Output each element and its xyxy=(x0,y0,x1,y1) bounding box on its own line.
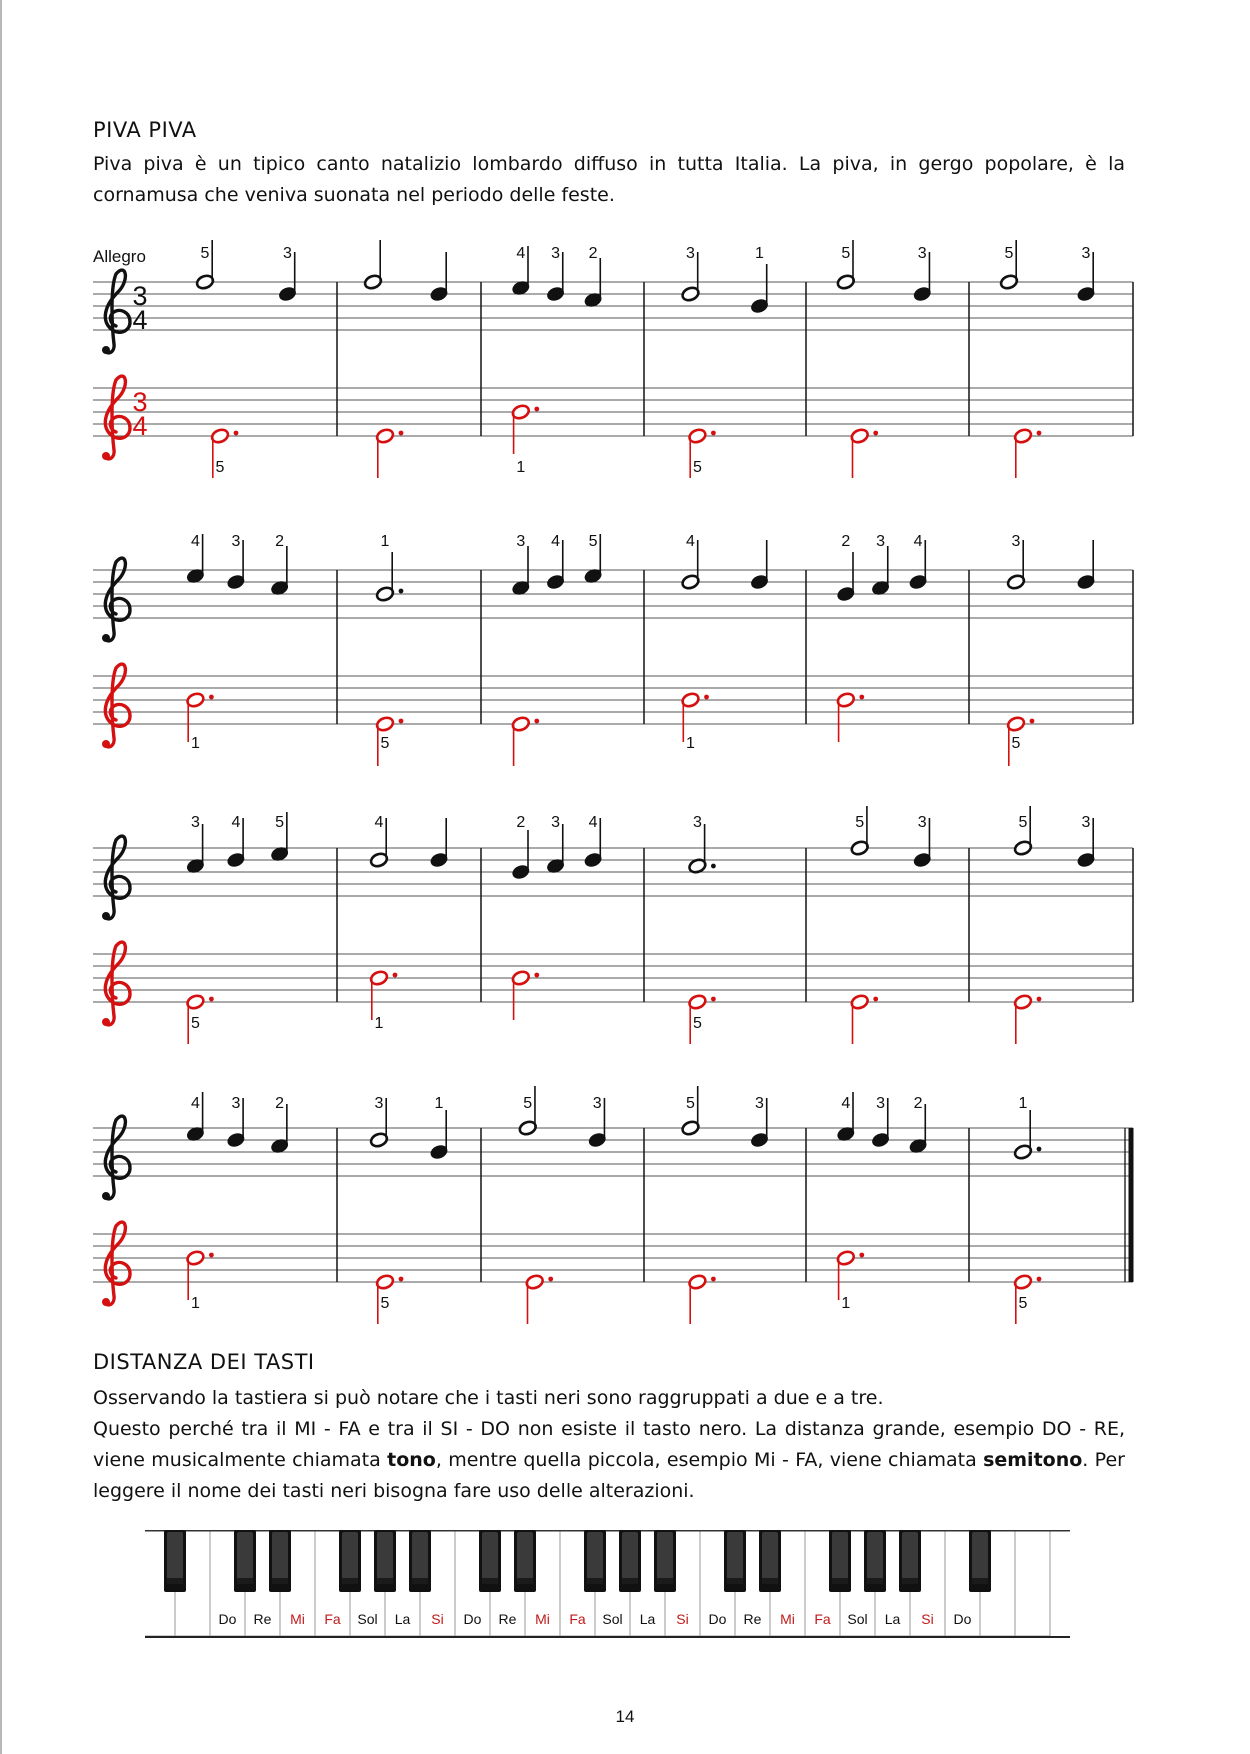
measure-1-6 xyxy=(999,240,1096,478)
lh-note-dot xyxy=(548,1277,553,1282)
key-label: Fa xyxy=(814,1611,831,1627)
rh-note xyxy=(511,830,531,880)
rh-note-dot xyxy=(711,864,716,869)
black-key xyxy=(969,1530,991,1592)
rh-finger-number: 5 xyxy=(588,533,598,550)
rh-finger-number: 3 xyxy=(1081,245,1091,262)
rh-finger-number: 5 xyxy=(841,245,851,262)
black-key-shine xyxy=(902,1532,918,1584)
rh-finger-number: 1 xyxy=(1018,1095,1028,1112)
black-key-shine xyxy=(167,1532,183,1584)
lh-finger-number: 5 xyxy=(380,735,390,752)
measure-4-6 xyxy=(1013,1095,1041,1324)
lh-note-dot xyxy=(704,695,709,700)
measure-2-2 xyxy=(375,533,403,766)
treble-clef-left-hand xyxy=(102,376,130,460)
rh-finger-number: 2 xyxy=(275,1095,285,1112)
black-key xyxy=(654,1530,676,1592)
lh-note-dot xyxy=(873,997,878,1002)
rh-finger-number: 3 xyxy=(283,245,292,262)
lh-note-dot xyxy=(534,719,539,724)
rh-finger-number: 3 xyxy=(692,814,702,831)
rh-note xyxy=(429,1110,449,1160)
lh-note-dot xyxy=(1037,1277,1042,1282)
rh-finger-number: 4 xyxy=(190,1095,200,1112)
rh-note xyxy=(511,546,531,596)
black-key xyxy=(269,1530,291,1592)
lh-finger-number: 5 xyxy=(380,1295,390,1312)
black-key xyxy=(479,1530,501,1592)
key-label: Mi xyxy=(535,1611,550,1627)
rh-finger-number: 4 xyxy=(841,1095,851,1112)
rh-finger-number: 4 xyxy=(913,533,923,550)
key-label: Do xyxy=(218,1611,237,1627)
lh-finger-number: 5 xyxy=(1018,1295,1028,1312)
rh-finger-number: 3 xyxy=(516,533,526,550)
rh-finger-number: 3 xyxy=(1081,814,1091,831)
black-key-tip xyxy=(972,1578,988,1584)
black-key-tip xyxy=(377,1578,393,1584)
rh-note xyxy=(836,552,856,602)
section-title-distanza-dei-tasti: DISTANZA DEI TASTI xyxy=(93,1350,315,1374)
rh-finger-number: 3 xyxy=(551,814,561,831)
lh-note-dot xyxy=(399,431,404,436)
lh-note xyxy=(1013,428,1041,478)
lh-note-dot xyxy=(711,1277,716,1282)
key-label: Re xyxy=(498,1611,517,1627)
black-key-shine xyxy=(762,1532,778,1584)
black-key-tip xyxy=(622,1578,638,1584)
black-key xyxy=(409,1530,431,1592)
black-key-tip xyxy=(727,1578,743,1584)
lh-note xyxy=(511,716,539,766)
black-key-shine xyxy=(517,1532,533,1584)
rh-finger-number: 3 xyxy=(190,814,200,831)
measure-4-3 xyxy=(518,1086,607,1324)
black-key-shine xyxy=(377,1532,393,1584)
rh-finger-number: 3 xyxy=(374,1095,384,1112)
key-label: Fa xyxy=(324,1611,341,1627)
lh-note xyxy=(375,428,403,478)
measure-3-3 xyxy=(511,814,603,1020)
black-key-shine xyxy=(587,1532,603,1584)
measure-2-1 xyxy=(186,533,290,752)
black-key xyxy=(829,1530,851,1592)
black-key-tip xyxy=(237,1578,253,1584)
black-key-shine xyxy=(657,1532,673,1584)
time-signature-rh-denominator: 4 xyxy=(132,305,148,335)
black-key-tip xyxy=(657,1578,673,1584)
lh-note xyxy=(836,692,864,742)
black-key xyxy=(619,1530,641,1592)
treble-clef-left-hand-dot xyxy=(102,452,110,460)
key-label: Sol xyxy=(357,1611,378,1627)
rh-finger-number: 3 xyxy=(876,533,886,550)
rh-finger-number: 3 xyxy=(917,245,927,262)
rh-note xyxy=(688,824,716,874)
lh-note-dot xyxy=(209,1253,214,1258)
tempo-marking: Allegro xyxy=(93,247,146,266)
black-key-shine xyxy=(622,1532,638,1584)
lh-note xyxy=(369,970,397,1020)
lh-note-dot xyxy=(859,695,864,700)
rh-finger-number: 4 xyxy=(588,814,598,831)
rh-finger-number: 1 xyxy=(755,245,764,262)
black-key-shine xyxy=(832,1532,848,1584)
measure-1-1 xyxy=(195,240,297,478)
rh-note xyxy=(363,240,383,290)
treble-clef-right-hand-dot xyxy=(102,634,110,642)
measure-1-2 xyxy=(363,240,449,478)
rh-finger-number: 4 xyxy=(190,533,200,550)
rh-finger-number: 3 xyxy=(755,1095,764,1112)
black-key-tip xyxy=(167,1578,183,1584)
black-key xyxy=(724,1530,746,1592)
key-label: Sol xyxy=(602,1611,623,1627)
distanza-paragraph xyxy=(93,1414,1125,1507)
key-label: Sol xyxy=(847,1611,868,1627)
treble-clef-left-hand xyxy=(102,664,130,748)
rh-finger-number: 5 xyxy=(686,1095,695,1112)
treble-clef-right-hand xyxy=(102,1116,130,1200)
rh-finger-number: 3 xyxy=(686,245,695,262)
treble-clef-right-hand-dot xyxy=(102,1192,110,1200)
black-key xyxy=(584,1530,606,1592)
rh-finger-number: 2 xyxy=(516,814,526,831)
measure-3-1 xyxy=(186,812,290,1044)
lh-note-dot xyxy=(399,719,404,724)
distanza-text-part-2: , mentre quella piccola, esempio Mi - FA, viene chiamata xyxy=(435,1449,984,1471)
rh-finger-number: 3 xyxy=(231,533,241,550)
lh-finger-number: 5 xyxy=(692,1015,702,1032)
lh-finger-number: 1 xyxy=(190,1295,200,1312)
key-label: Mi xyxy=(290,1611,305,1627)
lh-note-dot xyxy=(1030,719,1035,724)
lh-finger-number: 5 xyxy=(215,459,225,476)
black-key xyxy=(339,1530,361,1592)
lh-note-dot xyxy=(534,407,539,412)
lh-note-dot xyxy=(209,997,214,1002)
lh-finger-number: 1 xyxy=(516,459,526,476)
treble-clef-left-hand-dot xyxy=(102,1018,110,1026)
rh-note xyxy=(583,258,603,308)
black-key-tip xyxy=(412,1578,428,1584)
key-label: Fa xyxy=(569,1611,586,1627)
treble-clef-left-hand xyxy=(102,1222,130,1306)
rh-note xyxy=(429,818,449,868)
intro-paragraph: Piva piva è un tipico canto natalizio lombardo diffuso in tutta Italia. La piva, in gergo popolare, è la cornamusa che veniva suonata nel periodo delle feste. xyxy=(93,153,1125,206)
key-label: Si xyxy=(921,1611,934,1627)
term-semitono: semitono xyxy=(983,1449,1083,1471)
measure-4-4 xyxy=(681,1086,770,1324)
lh-finger-number: 5 xyxy=(190,1015,200,1032)
lh-note-dot xyxy=(399,1277,404,1282)
rh-finger-number: 1 xyxy=(434,1095,444,1112)
rh-finger-number: 5 xyxy=(275,814,285,831)
lh-note-dot xyxy=(711,997,716,1002)
measure-3-2 xyxy=(369,814,449,1032)
key-label: Do xyxy=(463,1611,482,1627)
rh-note xyxy=(186,824,206,874)
lh-finger-number: 1 xyxy=(841,1295,851,1312)
measure-2-6 xyxy=(1006,533,1096,766)
lh-note xyxy=(850,994,878,1044)
rh-finger-number: 5 xyxy=(1018,814,1028,831)
rh-note xyxy=(750,540,770,590)
rh-finger-number: 3 xyxy=(876,1095,886,1112)
rh-note xyxy=(270,546,290,596)
key-label: Do xyxy=(708,1611,727,1627)
rh-finger-number: 1 xyxy=(380,533,390,550)
treble-clef-right-hand-dot xyxy=(102,346,110,354)
black-key xyxy=(759,1530,781,1592)
distanza-text-part-3: . Per leggere il nome dei tasti neri bisogna fare uso delle alterazioni. xyxy=(93,1449,1125,1502)
rh-note xyxy=(871,546,891,596)
rh-note xyxy=(546,824,566,874)
key-label: Mi xyxy=(780,1611,795,1627)
lh-note xyxy=(186,1250,214,1300)
lh-note xyxy=(525,1274,553,1324)
black-key-shine xyxy=(412,1532,428,1584)
distanza-text-part-1: Questo perché tra il MI - FA e tra il SI - DO non esiste il tasto nero. La distanza grande, esempio DO - RE, viene musicalmente chiamata xyxy=(93,1418,1125,1471)
rh-finger-number: 3 xyxy=(551,245,561,262)
rh-finger-number: 5 xyxy=(855,814,865,831)
key-label: Si xyxy=(431,1611,444,1627)
black-key-tip xyxy=(902,1578,918,1584)
lh-note xyxy=(836,1250,864,1300)
treble-clef-left-hand xyxy=(102,942,130,1026)
black-key-tip xyxy=(867,1578,883,1584)
treble-clef-left-hand-dot xyxy=(102,1298,110,1306)
black-key xyxy=(514,1530,536,1592)
lh-finger-number: 1 xyxy=(686,735,695,752)
lh-note-dot xyxy=(873,431,878,436)
time-signature-lh-denominator: 4 xyxy=(132,411,148,441)
measure-1-5 xyxy=(836,240,932,478)
score-system-2 xyxy=(93,533,1133,766)
measure-4-1 xyxy=(186,1092,290,1312)
rh-finger-number: 2 xyxy=(275,533,285,550)
black-key-tip xyxy=(272,1578,288,1584)
key-label: La xyxy=(394,1611,411,1627)
black-key-shine xyxy=(272,1532,288,1584)
lh-note xyxy=(688,1274,716,1324)
rh-note xyxy=(1076,540,1096,590)
lh-note-dot xyxy=(209,695,214,700)
rh-finger-number: 4 xyxy=(374,814,384,831)
treble-clef-right-hand xyxy=(102,270,130,354)
lh-note-dot xyxy=(711,431,716,436)
black-key-shine xyxy=(972,1532,988,1584)
lh-note xyxy=(850,428,878,478)
lh-finger-number: 5 xyxy=(692,459,702,476)
rh-finger-number: 2 xyxy=(913,1095,923,1112)
black-key xyxy=(864,1530,886,1592)
black-key-tip xyxy=(482,1578,498,1584)
rh-finger-number: 4 xyxy=(516,245,526,262)
key-label: Re xyxy=(253,1611,272,1627)
white-key xyxy=(1015,1530,1050,1636)
lh-finger-number: 1 xyxy=(374,1015,384,1032)
rh-finger-number: 4 xyxy=(551,533,561,550)
lh-note xyxy=(511,970,539,1020)
page-number: 14 xyxy=(615,1707,635,1726)
rh-finger-number: 5 xyxy=(523,1095,533,1112)
key-label: Re xyxy=(743,1611,762,1627)
measure-2-5 xyxy=(836,533,928,742)
black-key-tip xyxy=(762,1578,778,1584)
treble-clef-right-hand xyxy=(102,836,130,920)
rh-finger-number: 3 xyxy=(592,1095,602,1112)
lh-note-dot xyxy=(234,431,239,436)
key-label: La xyxy=(884,1611,901,1627)
measure-2-4 xyxy=(681,533,770,752)
distanza-line-1: Osservando la tastiera si può notare che i tasti neri sono raggruppati a due e a tre. xyxy=(93,1387,884,1409)
term-tono: tono xyxy=(387,1449,436,1471)
treble-clef-right-hand-dot xyxy=(102,912,110,920)
black-key xyxy=(164,1530,186,1592)
rh-note xyxy=(375,552,403,602)
lh-finger-number: 5 xyxy=(1011,735,1021,752)
black-key xyxy=(234,1530,256,1592)
black-key-tip xyxy=(517,1578,533,1584)
treble-clef-right-hand xyxy=(102,558,130,642)
black-key xyxy=(374,1530,396,1592)
measure-2-3 xyxy=(511,533,603,766)
rh-finger-number: 3 xyxy=(917,814,927,831)
black-key-shine xyxy=(727,1532,743,1584)
lh-note-dot xyxy=(1037,431,1042,436)
lh-note-dot xyxy=(534,973,539,978)
black-key-tip xyxy=(587,1578,603,1584)
rh-note xyxy=(429,252,449,302)
rh-finger-number: 5 xyxy=(1004,245,1014,262)
lh-note-dot xyxy=(1037,997,1042,1002)
rh-note-dot xyxy=(1037,1147,1042,1152)
rh-note xyxy=(750,264,770,314)
time-signature-rh-numerator: 3 xyxy=(132,281,148,311)
score-system-1 xyxy=(93,240,1133,478)
score-system-4 xyxy=(93,1086,1133,1324)
rh-note-dot xyxy=(399,589,404,594)
piano-keyboard xyxy=(145,1530,1070,1640)
lh-note-dot xyxy=(393,973,398,978)
rh-finger-number: 2 xyxy=(588,245,598,262)
black-key-shine xyxy=(237,1532,253,1584)
lh-finger-number: 1 xyxy=(190,735,200,752)
lh-note xyxy=(511,404,539,454)
black-key-shine xyxy=(867,1532,883,1584)
measure-4-5 xyxy=(836,1092,928,1312)
measure-3-5 xyxy=(850,806,932,1044)
rh-finger-number: 2 xyxy=(841,533,851,550)
black-key-tip xyxy=(342,1578,358,1584)
black-key-tip xyxy=(832,1578,848,1584)
rh-finger-number: 4 xyxy=(686,533,695,550)
score-system-3 xyxy=(93,806,1133,1044)
time-signature-lh-numerator: 3 xyxy=(132,387,148,417)
lh-note xyxy=(1013,994,1041,1044)
measure-3-6 xyxy=(1013,806,1096,1044)
measure-4-2 xyxy=(369,1095,449,1324)
rh-finger-number: 3 xyxy=(1011,533,1021,550)
key-label: Do xyxy=(953,1611,972,1627)
rh-finger-number: 4 xyxy=(231,814,241,831)
section-title-piva-piva: PIVA PIVA xyxy=(93,118,197,142)
black-key-shine xyxy=(482,1532,498,1584)
black-key xyxy=(899,1530,921,1592)
treble-clef-left-hand-dot xyxy=(102,740,110,748)
rh-finger-number: 3 xyxy=(231,1095,241,1112)
measure-1-4 xyxy=(681,245,770,478)
rh-note xyxy=(1013,1110,1041,1160)
measure-1-3 xyxy=(511,245,603,476)
rh-finger-number: 5 xyxy=(200,245,210,262)
key-label: Si xyxy=(676,1611,689,1627)
key-label: La xyxy=(639,1611,656,1627)
black-key-shine xyxy=(342,1532,358,1584)
lh-note-dot xyxy=(859,1253,864,1258)
